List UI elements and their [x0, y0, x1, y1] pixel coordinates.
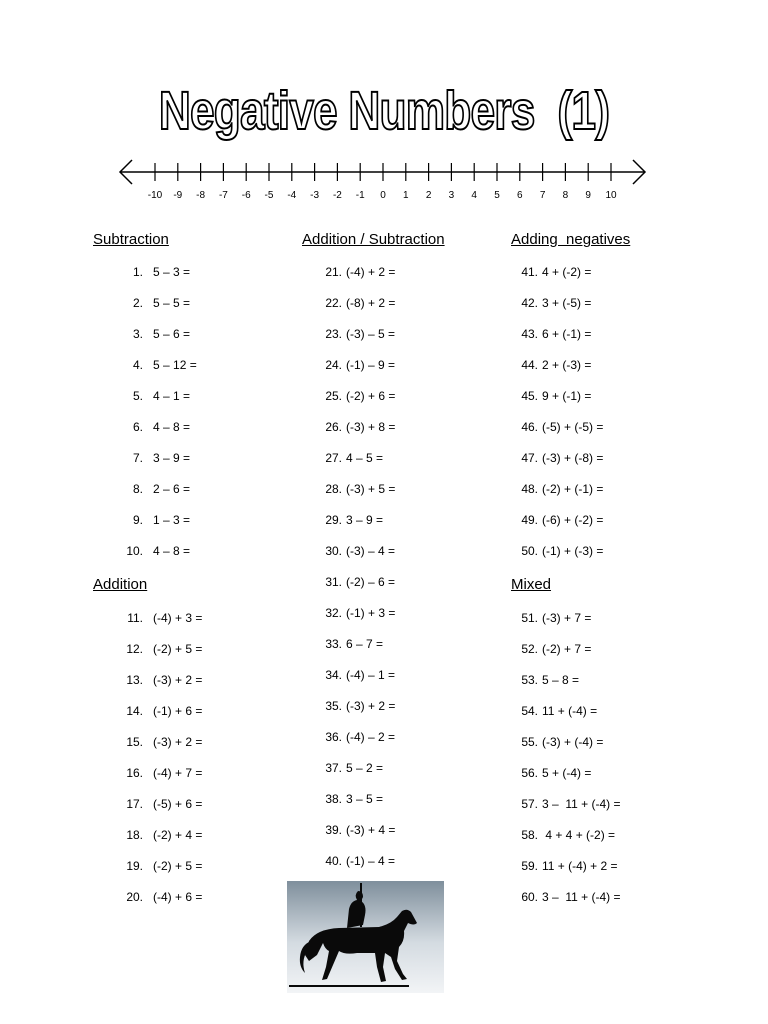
problem-number: 17. [126, 797, 143, 811]
problem-expression: (-4) – 2 = [346, 730, 396, 744]
problem-expression: (-1) + 6 = [153, 704, 203, 718]
section-heading: Subtraction [93, 231, 169, 248]
problem-item [496, 420, 603, 434]
problem-number: 13. [126, 673, 143, 687]
problem-expression: (-4) + 7 = [153, 766, 203, 780]
problem-item [300, 420, 395, 434]
problem-number: 55. [521, 735, 538, 749]
problem-item [111, 265, 190, 279]
section-heading: Addition / Subtraction [302, 231, 445, 248]
problem-expression: (-3) + 2 = [346, 699, 396, 713]
problem-number: 44. [521, 358, 538, 372]
problem-number: 4. [132, 358, 143, 372]
problem-expression: (-5) + (-5) = [542, 420, 604, 434]
problem-expression: 1 – 3 = [153, 513, 191, 527]
problem-expression: (-1) + (-3) = [542, 544, 604, 558]
problem-expression: 3 – 11 + (-4) = [542, 890, 621, 904]
problem-expression: (-4) + 2 = [346, 265, 396, 279]
problem-number: 49. [521, 513, 538, 527]
problem-expression: (-3) – 4 = [346, 544, 396, 558]
problem-number: 53. [521, 673, 538, 687]
problem-item [111, 389, 190, 403]
problem-expression: (-4) + 6 = [153, 890, 203, 904]
problem-item [496, 859, 618, 873]
number-line-label: 5 [494, 190, 500, 201]
problem-number: 26. [325, 420, 342, 434]
problem-item [300, 482, 395, 496]
problem-item [496, 890, 621, 904]
problem-expression: 4 – 8 = [153, 420, 191, 434]
problem-expression: 3 – 9 = [153, 451, 191, 465]
problem-number: 1. [132, 265, 143, 279]
number-line-label: 8 [562, 190, 569, 201]
problem-item [496, 544, 603, 558]
problem-expression: 11 + (-4) = [542, 704, 598, 718]
problem-item [300, 296, 395, 310]
problem-expression: 6 – 7 = [346, 637, 384, 651]
problem-expression: (-3) + 2 = [153, 673, 203, 687]
problem-number: 52. [521, 642, 538, 656]
worksheet-title: Negative Numbers (1) [158, 81, 610, 141]
problem-number: 37. [325, 761, 342, 775]
problem-expression: (-2) + 7 = [542, 642, 592, 656]
problem-expression: 2 – 6 = [153, 482, 191, 496]
problem-expression: (-5) + 6 = [153, 797, 203, 811]
problem-item [111, 482, 190, 496]
problem-number: 14. [126, 704, 143, 718]
problem-item [111, 544, 190, 558]
problem-item [111, 766, 202, 780]
problem-item [111, 451, 190, 465]
problem-expression: (-1) – 9 = [346, 358, 396, 372]
problem-number: 58. [521, 828, 538, 842]
problem-item [111, 513, 190, 527]
problem-expression: 5 – 5 = [153, 296, 191, 310]
problem-expression: (-8) + 2 = [346, 296, 396, 310]
problem-item [496, 797, 621, 811]
problem-item [496, 482, 603, 496]
problem-item [300, 854, 395, 868]
problem-item [496, 296, 591, 310]
problem-number: 35. [325, 699, 342, 713]
problem-expression: 4 – 1 = [153, 389, 191, 403]
number-line-label: -9 [173, 190, 183, 201]
number-line [110, 150, 655, 206]
problem-item [300, 606, 395, 620]
problem-item [300, 544, 395, 558]
problem-number: 34. [325, 668, 342, 682]
number-line-label: -3 [310, 190, 320, 201]
problem-expression: 5 – 12 = [153, 358, 197, 372]
problem-expression: 2 + (-3) = [542, 358, 592, 372]
problem-number: 3. [132, 327, 143, 341]
number-line-label: 1 [403, 190, 409, 201]
problem-number: 22. [325, 296, 342, 310]
problem-item [111, 358, 197, 372]
problem-expression: (-3) – 5 = [346, 327, 396, 341]
section-heading: Mixed [511, 576, 552, 593]
problem-expression: 11 + (-4) + 2 = [542, 859, 618, 873]
problem-number: 7. [132, 451, 143, 465]
problem-item [496, 513, 603, 527]
problem-number: 36. [325, 730, 342, 744]
problem-number: 38. [325, 792, 342, 806]
problem-number: 54. [521, 704, 538, 718]
problem-item [111, 704, 202, 718]
problem-number: 8. [132, 482, 143, 496]
problem-number: 18. [126, 828, 143, 842]
problem-number: 40. [325, 854, 342, 868]
problem-number: 11. [127, 611, 143, 625]
number-line-label: -1 [355, 190, 365, 201]
problem-item [300, 730, 395, 744]
problem-item [111, 673, 202, 687]
problem-expression: 5 + (-4) = [542, 766, 592, 780]
problem-expression: (-3) + 2 = [153, 735, 203, 749]
problem-number: 28. [325, 482, 342, 496]
problem-number: 32. [325, 606, 342, 620]
problem-expression: 5 – 2 = [346, 761, 384, 775]
problem-item [496, 265, 591, 279]
problem-item [496, 451, 603, 465]
problem-item [300, 699, 395, 713]
problem-number: 9. [132, 513, 143, 527]
problem-expression: (-2) + (-1) = [542, 482, 604, 496]
number-line-label: 7 [539, 190, 546, 201]
problem-expression: 3 – 9 = [346, 513, 384, 527]
problem-item [496, 673, 579, 687]
problem-item [496, 766, 591, 780]
number-line-label: -8 [196, 190, 206, 201]
problem-expression: (-3) + (-8) = [542, 451, 604, 465]
problem-number: 2. [132, 296, 143, 310]
problem-expression: (-2) + 6 = [346, 389, 396, 403]
horse-rider-silhouette-icon [287, 881, 444, 993]
problem-expression: (-1) – 4 = [346, 854, 396, 868]
problem-number: 60. [521, 890, 538, 904]
number-line-label: 2 [425, 190, 432, 201]
problem-number: 5. [132, 389, 143, 403]
problem-number: 30. [325, 544, 342, 558]
problem-expression: 6 + (-1) = [542, 327, 592, 341]
problem-number: 16. [126, 766, 143, 780]
problem-item [496, 735, 603, 749]
problem-expression: (-2) + 4 = [153, 828, 203, 842]
problem-item [496, 327, 591, 341]
problem-expression: (-2) – 6 = [346, 575, 396, 589]
problem-expression: 3 – 5 = [346, 792, 384, 806]
number-line-label: -10 [147, 190, 163, 201]
problem-item [496, 828, 615, 842]
problem-number: 47. [521, 451, 538, 465]
problem-number: 27. [325, 451, 342, 465]
problem-item [496, 611, 591, 625]
problem-number: 41. [521, 265, 538, 279]
problem-number: 42. [521, 296, 538, 310]
problem-item [300, 637, 383, 651]
problem-number: 31. [325, 575, 342, 589]
problem-item [111, 890, 202, 904]
problem-item [111, 327, 190, 341]
number-line-label: -2 [332, 190, 342, 201]
problem-number: 15. [126, 735, 143, 749]
problem-item [496, 704, 597, 718]
problem-number: 6. [132, 420, 143, 434]
problem-expression: (-4) + 3 = [153, 611, 203, 625]
problem-item [300, 792, 383, 806]
number-line-label: 10 [605, 190, 617, 201]
problem-expression: (-4) – 1 = [346, 668, 396, 682]
problem-item [111, 420, 190, 434]
number-line-label: 6 [517, 190, 523, 201]
problem-item [111, 611, 202, 625]
problem-expression: (-3) + (-4) = [542, 735, 604, 749]
problem-expression: 4 – 8 = [153, 544, 191, 558]
problem-expression: (-3) + 4 = [346, 823, 396, 837]
problem-item [111, 642, 202, 656]
problem-item [300, 513, 383, 527]
problem-number: 51. [521, 611, 538, 625]
problem-item [111, 735, 202, 749]
problem-number: 46. [521, 420, 538, 434]
problem-number: 25. [325, 389, 342, 403]
problem-number: 12. [126, 642, 143, 656]
problem-number: 39. [325, 823, 342, 837]
problem-expression: 3 + (-5) = [542, 296, 592, 310]
problem-expression: (-6) + (-2) = [542, 513, 604, 527]
problem-item [300, 265, 395, 279]
horse-rider-picture [287, 881, 444, 993]
problem-item [300, 327, 395, 341]
number-line-label: -5 [264, 190, 274, 201]
section-heading: Addition [93, 576, 148, 593]
problem-item [111, 296, 190, 310]
number-line-label: 4 [471, 190, 477, 201]
problem-expression: 4 + (-2) = [542, 265, 592, 279]
problem-expression: 5 – 6 = [153, 327, 191, 341]
problem-number: 43. [521, 327, 538, 341]
problem-expression: (-3) + 8 = [346, 420, 396, 434]
number-line-label: 0 [380, 190, 386, 201]
number-line-label: -7 [218, 190, 228, 201]
problem-item [111, 797, 202, 811]
problem-expression: 5 – 8 = [542, 673, 580, 687]
problem-number: 45. [521, 389, 538, 403]
problem-item [111, 859, 202, 873]
number-line-label: -4 [287, 190, 297, 201]
problem-item [300, 389, 395, 403]
problem-expression: 5 – 3 = [153, 265, 191, 279]
problem-expression: (-1) + 3 = [346, 606, 396, 620]
problem-number: 10. [126, 544, 143, 558]
problem-expression: 9 + (-1) = [542, 389, 592, 403]
problem-item [496, 389, 591, 403]
problem-item [496, 358, 591, 372]
problem-item [300, 451, 383, 465]
problem-number: 19. [126, 859, 143, 873]
problem-number: 20. [126, 890, 143, 904]
problem-expression: 4 + 4 + (-2) = [542, 828, 616, 842]
problem-number: 59. [521, 859, 538, 873]
problem-expression: (-3) + 5 = [346, 482, 396, 496]
problem-item [300, 358, 395, 372]
number-line-label: 3 [448, 190, 455, 201]
problem-number: 48. [521, 482, 538, 496]
problem-item [496, 642, 591, 656]
problem-item [300, 575, 395, 589]
problem-number: 24. [325, 358, 342, 372]
problem-number: 23. [325, 327, 342, 341]
problem-number: 57. [521, 797, 538, 811]
section-heading: Adding negatives [511, 231, 631, 248]
problem-expression: 4 – 5 = [346, 451, 384, 465]
problem-number: 21. [325, 265, 342, 279]
problem-item [300, 668, 395, 682]
problem-expression: 3 – 11 + (-4) = [542, 797, 621, 811]
problem-number: 29. [325, 513, 342, 527]
problem-item [300, 761, 383, 775]
problem-item [300, 823, 395, 837]
problem-item [111, 828, 202, 842]
problem-expression: (-2) + 5 = [153, 642, 203, 656]
number-line-label: -6 [241, 190, 251, 201]
problem-expression: (-2) + 5 = [153, 859, 203, 873]
problem-number: 33. [325, 637, 342, 651]
problem-number: 50. [521, 544, 538, 558]
problem-number: 56. [521, 766, 538, 780]
number-line-label: 9 [585, 190, 591, 201]
problem-expression: (-3) + 7 = [542, 611, 592, 625]
